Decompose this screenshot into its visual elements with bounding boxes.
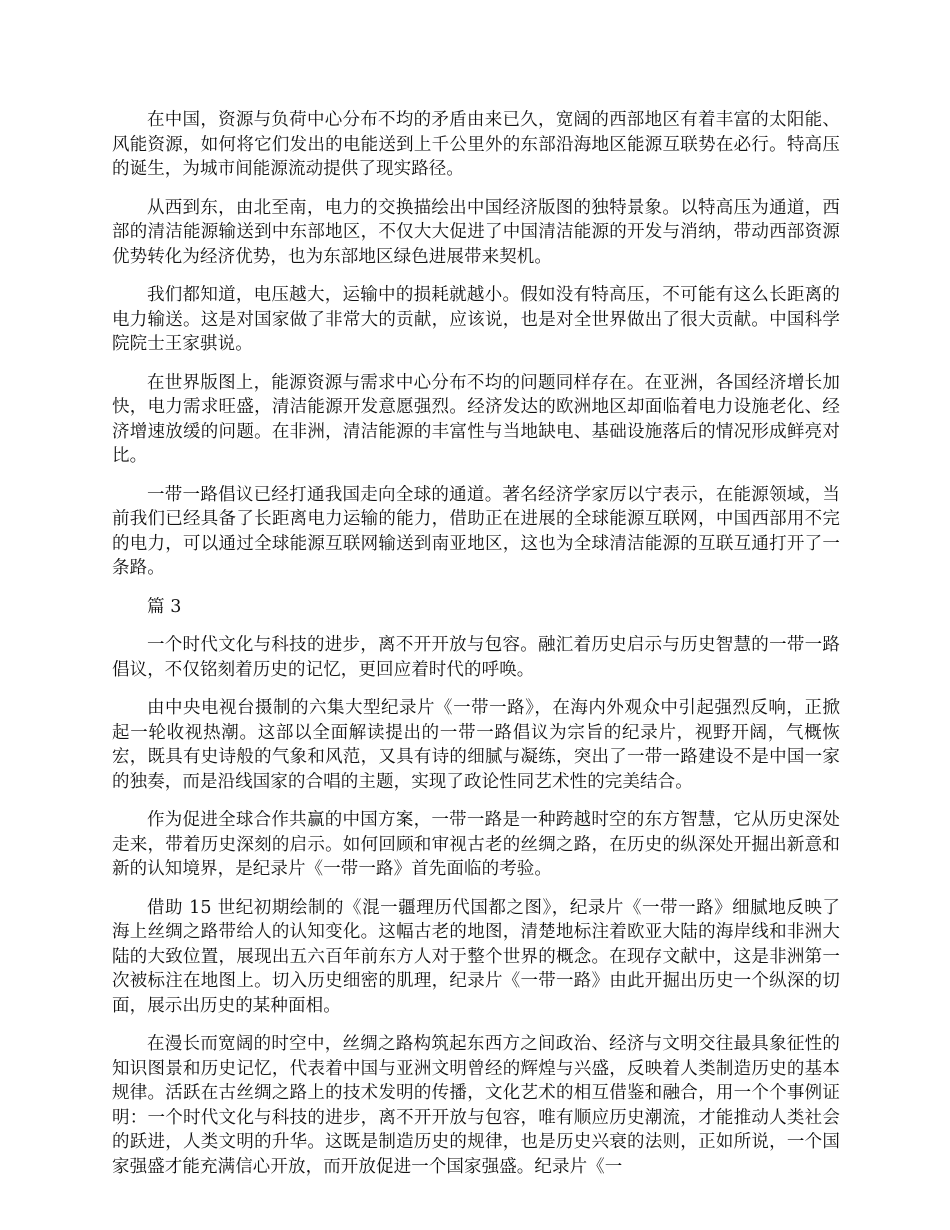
paragraph: 从西到东，由北至南，电力的交换描绘出中国经济版图的独特景象。以特高压为通道，西部的清洁能源输送到中东部地区，不仅大大促进了中国清洁能源的开发与消纳，带动西部资源优势转化为经济优势，也为东部地区绿色进展带来契机。 <box>112 197 840 267</box>
paragraph: 在漫长而宽阔的时空中，丝绸之路构筑起东西方之间政治、经济与文明交往最具象征性的知识图景和历史记忆，代表着中国与亚洲文明曾经的辉煌与兴盛，反映着人类制造历史的基本规律。活跃在古丝绸之路上的技术发明的传播，文化艺术的相互借鉴和融合，用一个个事例证明：一个时代文化与科技的进步，离不开开放与包容，唯有顺应历史潮流，才能推动人类社会的跃进，人类文明的升华。这既是制造历史的规律，也是历史兴衰的法则，正如所说，一个国家强盛才能充满信心开放，而开放促进一个国家强盛。纪录片《一 <box>112 1034 840 1177</box>
document-body <box>112 108 840 1193</box>
paragraph: 一带一路倡议已经打通我国走向全球的通道。著名经济学家厉以宁表示，在能源领域，当前我们已经具备了长距离电力运输的能力，借助正在进展的全球能源互联网，中国西部用不完的电力，可以通过全球能源互联网输送到南亚地区，这也为全球清洁能源的互联互通打开了一条路。 <box>112 484 840 578</box>
paragraph: 由中央电视台摄制的六集大型纪录片《一带一路》，在海内外观众中引起强烈反响，正掀起一轮收视热潮。这部以全面解读提出的一带一路倡议为宗旨的纪录片，视野开阔，气概恢宏，既具有史诗般的气象和风范，又具有诗的细腻与凝练，突出了一带一路建设不是中国一家的独奏，而是沿线国家的合唱的主题，实现了政论性同艺术性的完美结合。 <box>112 698 840 792</box>
paragraph: 在中国，资源与负荷中心分布不均的矛盾由来已久，宽阔的西部地区有着丰富的太阳能、风能资源，如何将它们发出的电能送到上千公里外的东部沿海地区能源互联势在必行。特高压的诞生，为城市间能源流动提供了现实路径。 <box>112 110 840 179</box>
section-heading: 篇 3 <box>147 596 182 617</box>
paragraph: 借助 15 世纪初期绘制的《混一疆理历代国都之图》，纪录片《一带一路》细腻地反映了海上丝绸之路带给人的认知变化。这幅古老的地图，清楚地标注着欧亚大陆的海岸线和非洲大陆的大致位置，展现出五六百年前东方人对于整个世界的概念。在现存文献中，这是非洲第一次被标注在地图上。切入历史细密的肌理，纪录片《一带一路》由此开掘出历史一个纵深的切面，展示出历史的某种面相。 <box>112 897 840 1016</box>
paragraph: 在世界版图上，能源资源与需求中心分布不均的问题同样存在。在亚洲，各国经济增长加快，电力需求旺盛，清洁能源开发意愿强烈。经济发达的欧洲地区却面临着电力设施老化、经济增速放缓的问题。在非洲，清洁能源的丰富性与当地缺电、基础设施落后的情况形成鲜亮对比。 <box>112 372 840 466</box>
paragraph: 我们都知道，电压越大，运输中的损耗就越小。假如没有特高压，不可能有这么长距离的电力输送。这是对国家做了非常大的贡献，应该说，也是对全世界做出了很大贡献。中国科学院院士王家骐说。 <box>112 285 840 354</box>
paragraph: 作为促进全球合作共赢的中国方案，一带一路是一种跨越时空的东方智慧，它从历史深处走来，带着历史深刻的启示。如何回顾和审视古老的丝绸之路，在历史的纵深处开掘出新意和新的认知境界，是纪录片《一带一路》首先面临的考验。 <box>112 810 840 879</box>
paragraph: 一个时代文化与科技的进步，离不开开放与包容。融汇着历史启示与历史智慧的一带一路倡议，不仅铭刻着历史的记忆，更回应着时代的呼唤。 <box>112 635 840 680</box>
